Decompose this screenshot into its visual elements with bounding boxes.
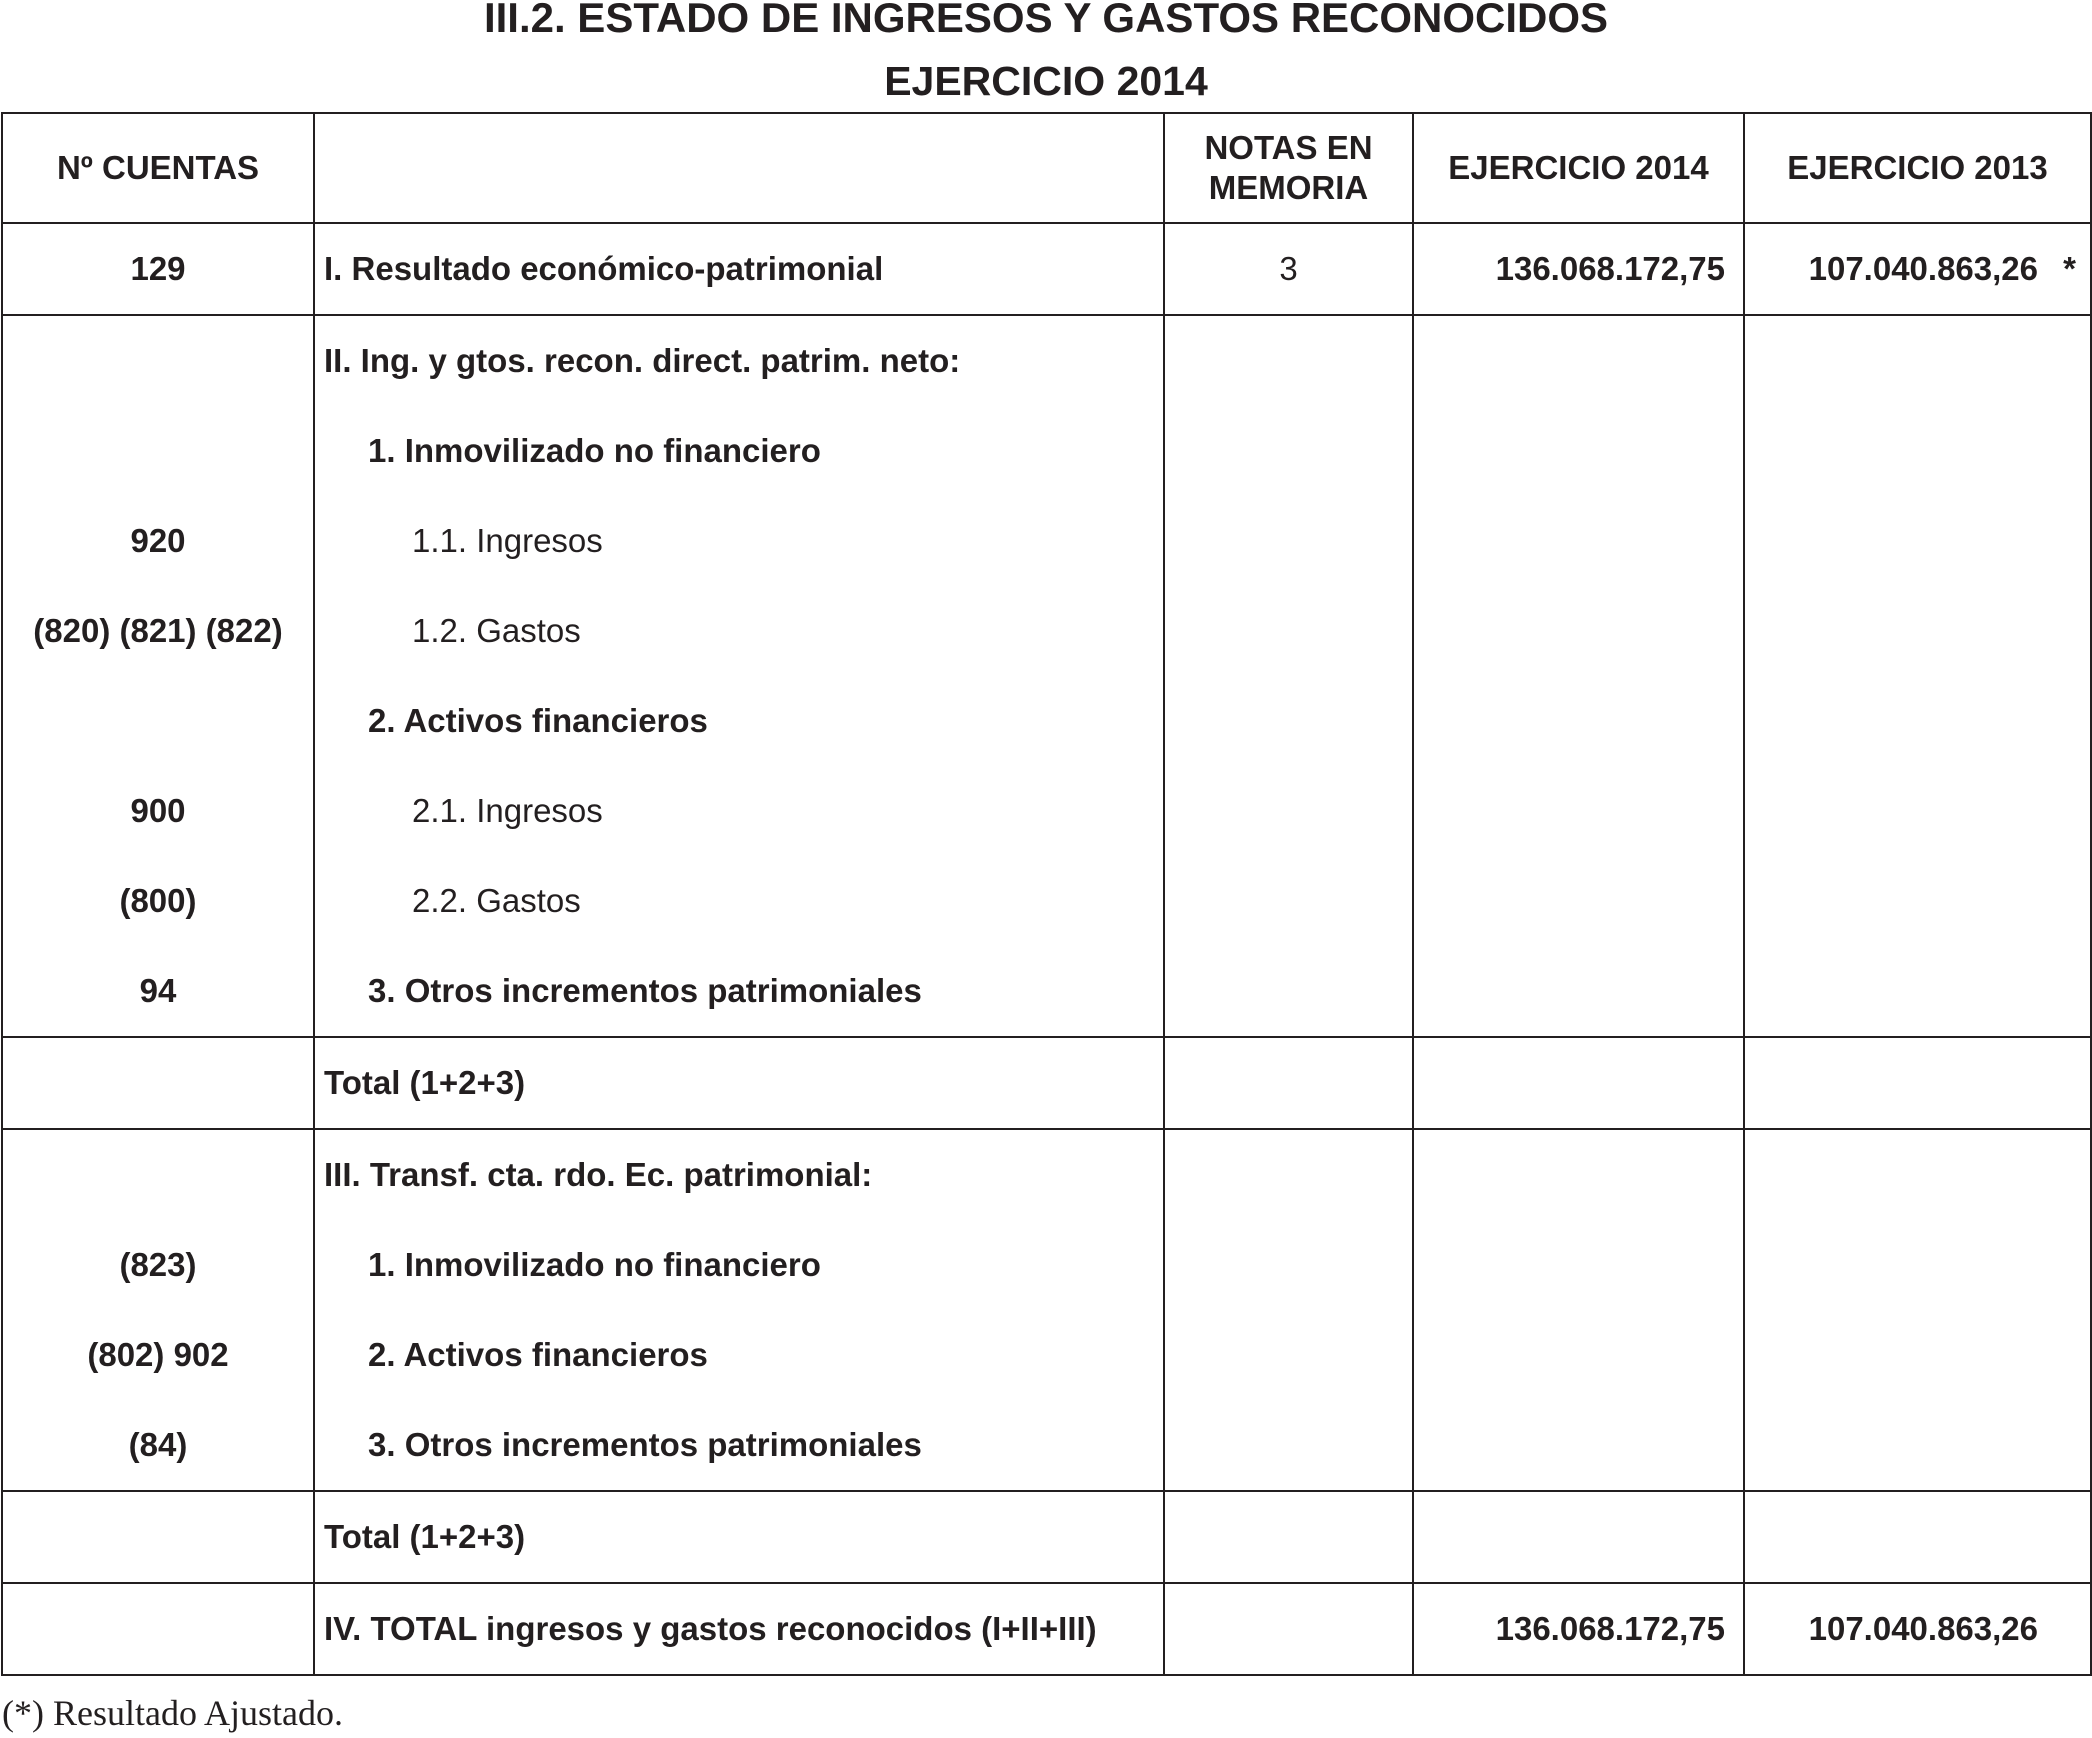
concept-line: II. Ing. y gtos. recon. direct. patrim. neto: [324, 342, 961, 379]
account-line [3, 1130, 313, 1220]
cell-conceptos-iii [314, 1129, 1164, 1491]
cell-ej2013-ii [1744, 315, 2091, 1037]
cell-nota-iii [1164, 1129, 1413, 1491]
table-row-section-iii [2, 1129, 2091, 1491]
cell-nota-ii [1164, 315, 1413, 1037]
cell-nota [1164, 1583, 1413, 1675]
account-line: 94 [139, 972, 177, 1009]
header-ejercicio-2013: EJERCICIO 2013 [1744, 113, 2091, 223]
adjusted-marker: * [2063, 250, 2076, 287]
cell-concepto: I. Resultado económico-patrimonial [314, 223, 1164, 315]
cell-ej2014 [1413, 1491, 1744, 1583]
cell-concepto: Total (1+2+3) [314, 1491, 1164, 1583]
concept-line: 3. Otros incrementos patrimoniales [368, 972, 922, 1009]
table-row-section-ii [2, 315, 2091, 1037]
account-line [3, 676, 313, 766]
account-line [3, 406, 313, 496]
page-subtitle: EJERCICIO 2014 [884, 58, 1208, 104]
cell-cuentas-iii [2, 1129, 314, 1491]
income-expense-table [1, 112, 2092, 1676]
header-notas [1164, 113, 1413, 223]
cell-ej2014 [1413, 1037, 1744, 1129]
cell-cuenta [2, 1491, 314, 1583]
header-cuentas: Nº CUENTAS [2, 113, 314, 223]
cell-ej2013-iii [1744, 1129, 2091, 1491]
concept-line: 2.1. Ingresos [412, 792, 603, 829]
header-ejercicio-2014: EJERCICIO 2014 [1413, 113, 1744, 223]
account-line: 920 [130, 522, 186, 559]
cell-cuenta: 129 [2, 223, 314, 315]
table-row-total-iii [2, 1491, 2091, 1583]
cell-conceptos-ii [314, 315, 1164, 1037]
cell-ej2013-value: 107.040.863,26 [1808, 250, 2038, 287]
cell-concepto: Total (1+2+3) [314, 1037, 1164, 1129]
concept-line: 2. Activos financieros [368, 702, 708, 739]
header-concepto [314, 113, 1164, 223]
table-row-total-iv [2, 1583, 2091, 1675]
header-notas-line1: NOTAS EN [1204, 129, 1373, 166]
page-title: III.2. ESTADO DE INGRESOS Y GASTOS RECONOCIDOS [483, 0, 1609, 41]
cell-ej2014-ii [1413, 315, 1744, 1037]
cell-nota [1164, 1037, 1413, 1129]
account-line: 900 [130, 792, 186, 829]
account-line: (823) [119, 1246, 197, 1283]
cell-ej2013 [1744, 1491, 2091, 1583]
cell-ej2013 [1744, 1037, 2091, 1129]
account-line [3, 316, 313, 406]
table-header-row [2, 113, 2091, 223]
cell-concepto: IV. TOTAL ingresos y gastos reconocidos (I+II+III) [314, 1583, 1164, 1675]
concept-line: 2. Activos financieros [368, 1336, 708, 1373]
cell-nota [1164, 1491, 1413, 1583]
table-row-resultado [2, 223, 2091, 315]
account-line: (802) 902 [87, 1336, 229, 1373]
header-notas-line2: MEMORIA [1208, 169, 1369, 206]
footnote: (*) Resultado Ajustado. [2, 1693, 343, 1733]
account-line: (800) [119, 882, 197, 919]
cell-cuenta [2, 1583, 314, 1675]
cell-ej2014: 136.068.172,75 [1413, 1583, 1744, 1675]
cell-cuenta [2, 1037, 314, 1129]
cell-cuentas-ii [2, 315, 314, 1037]
concept-line: 1.1. Ingresos [412, 522, 603, 559]
concept-line: 3. Otros incrementos patrimoniales [368, 1426, 922, 1463]
account-line: (820) (821) (822) [33, 612, 283, 649]
concept-line: III. Transf. cta. rdo. Ec. patrimonial: [324, 1156, 873, 1193]
cell-ej2013: 107.040.863,26 [1744, 1583, 2091, 1675]
cell-ej2013 [1744, 223, 2091, 315]
account-line: (84) [128, 1426, 188, 1463]
concept-line: 1. Inmovilizado no financiero [368, 1246, 821, 1283]
cell-ej2014-iii [1413, 1129, 1744, 1491]
concept-line: 1.2. Gastos [412, 612, 581, 649]
table-row-total-ii [2, 1037, 2091, 1129]
cell-ej2014: 136.068.172,75 [1413, 223, 1744, 315]
concept-line: 2.2. Gastos [412, 882, 581, 919]
cell-nota: 3 [1164, 223, 1413, 315]
concept-line: 1. Inmovilizado no financiero [368, 432, 821, 469]
